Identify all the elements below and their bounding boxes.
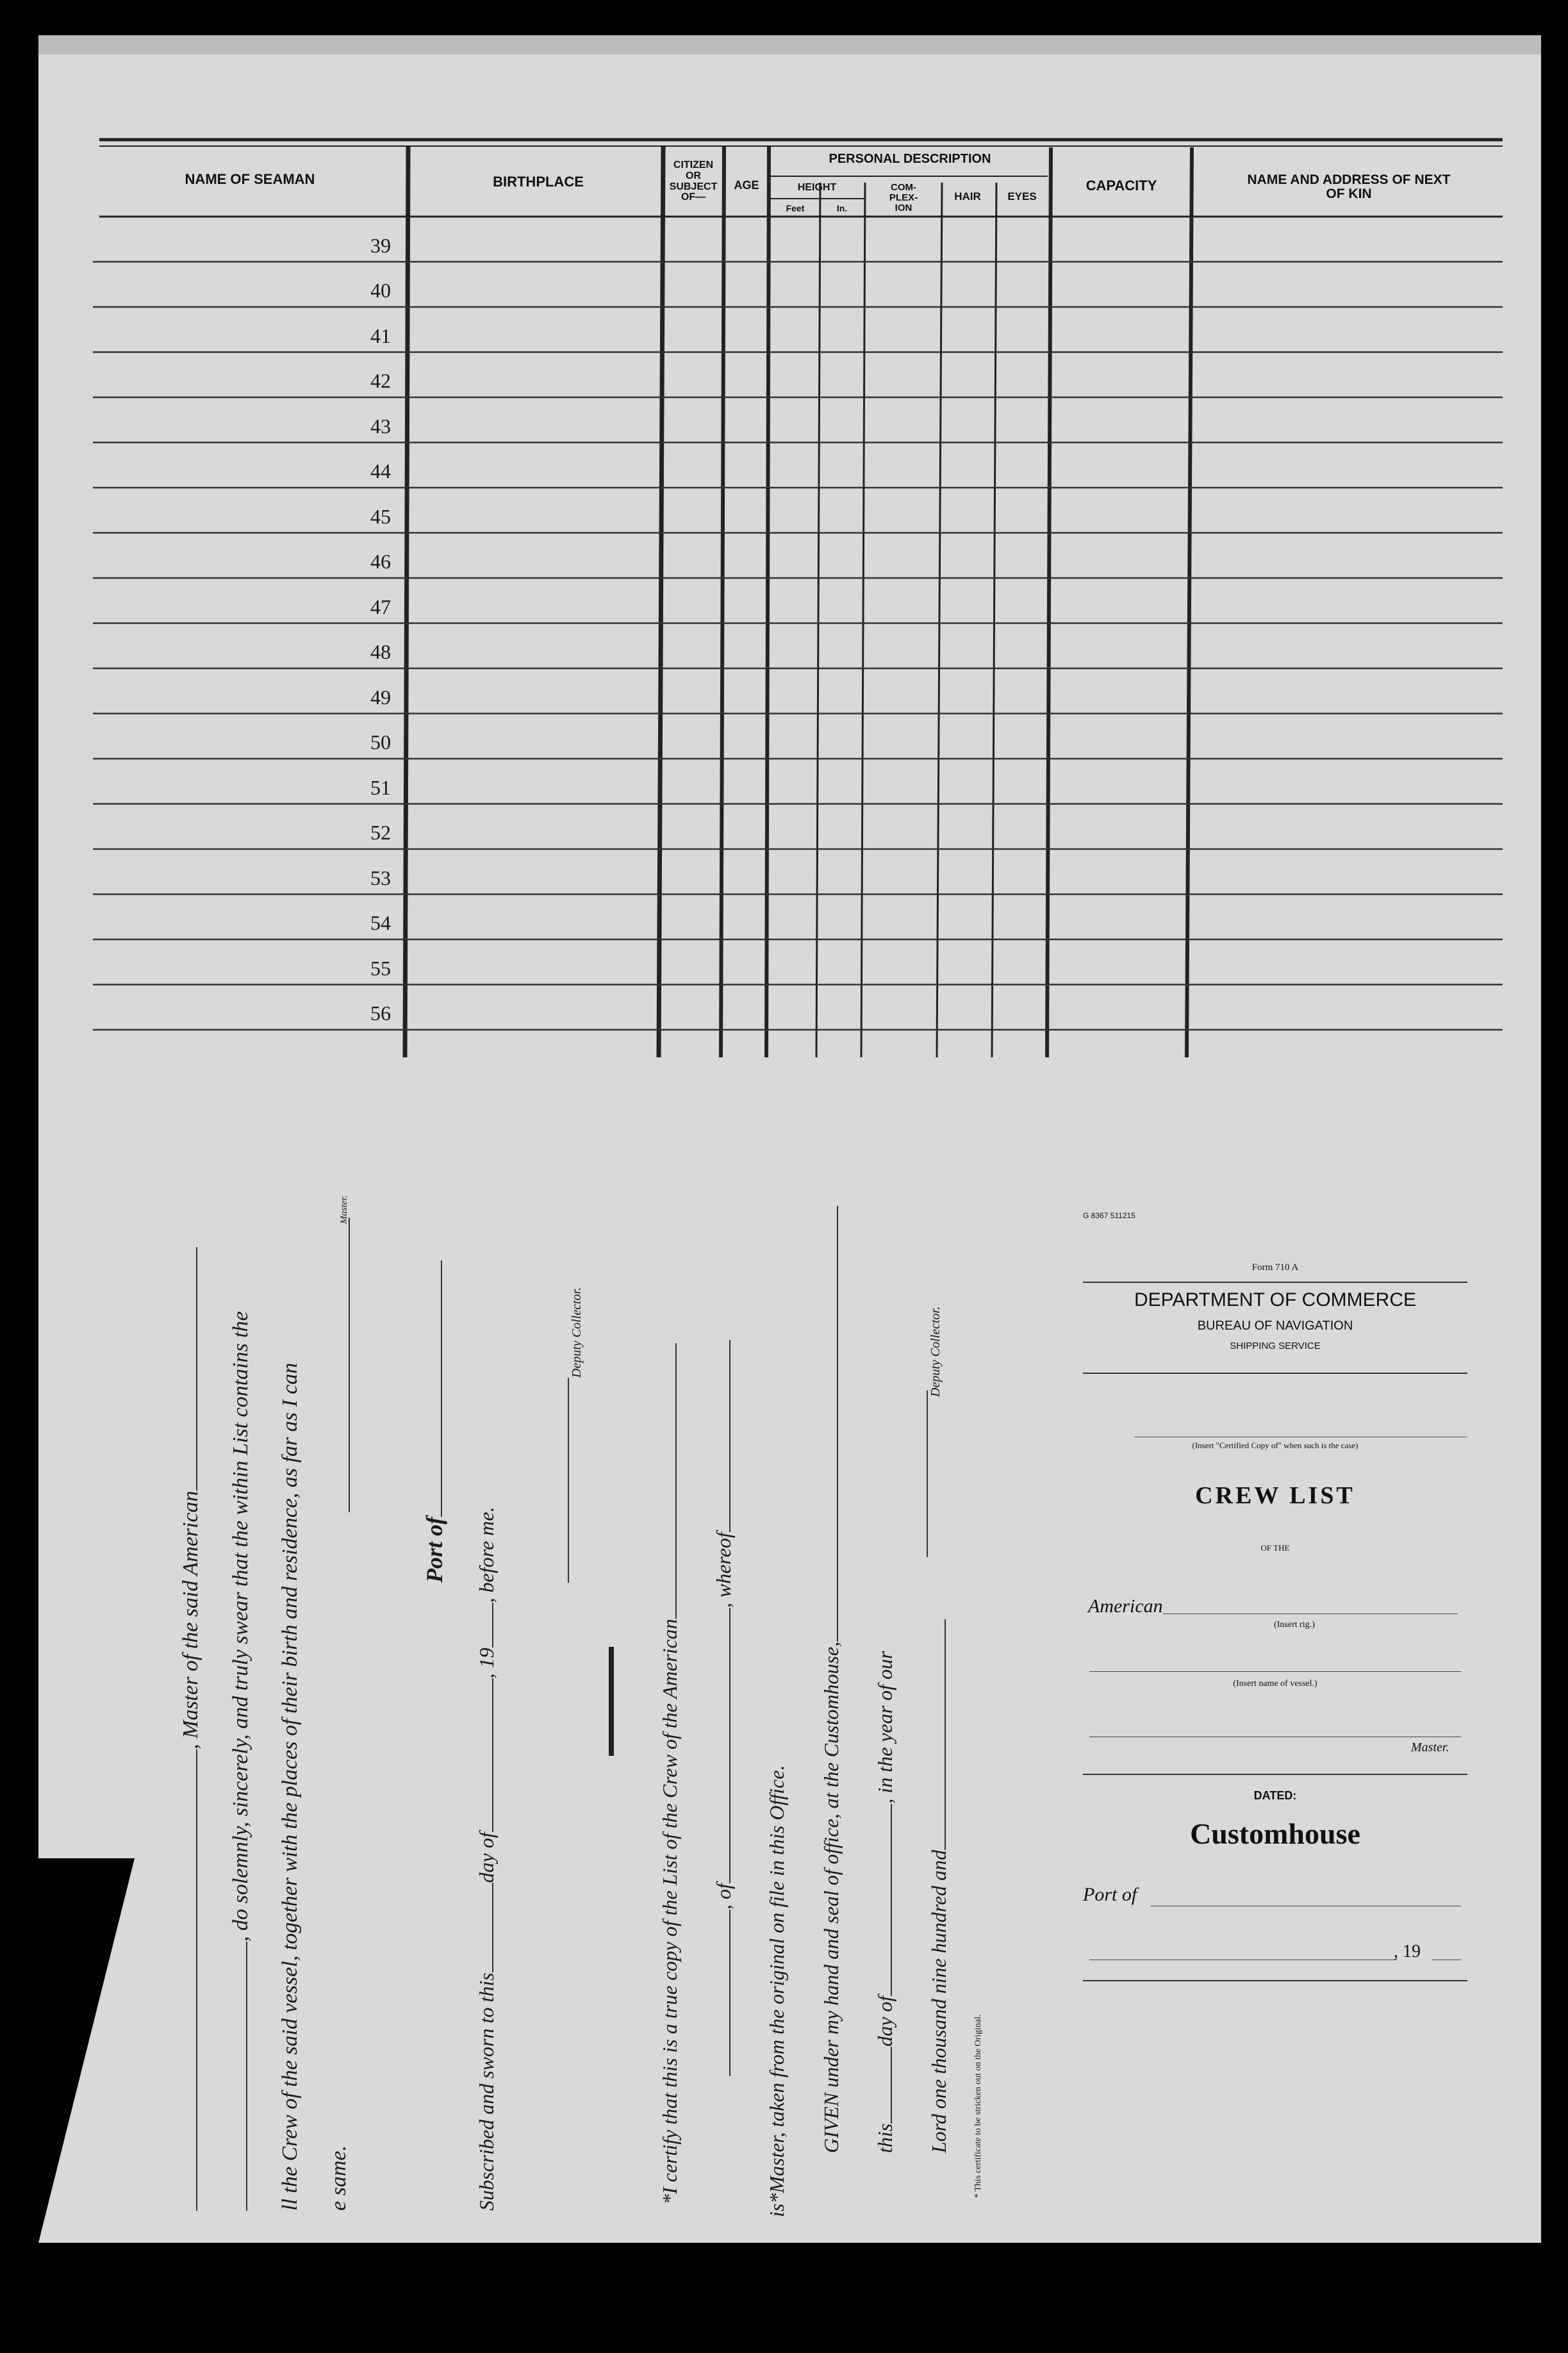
table-row-number: 56 — [370, 1002, 391, 1025]
divider-bar — [609, 1647, 614, 1756]
port-of-label: Port of — [1083, 1884, 1137, 1905]
american-label: American — [1088, 1596, 1163, 1617]
rule-above-dated — [1083, 1774, 1467, 1775]
vessel-name-line — [1089, 1671, 1461, 1672]
deputy-collector-label-1: Deputy Collector. — [570, 1287, 584, 1378]
table-row-number: 41 — [370, 324, 391, 347]
table-row-number: 44 — [370, 459, 391, 483]
table-row-number: 39 — [370, 233, 391, 257]
table-row-number: 55 — [370, 956, 391, 980]
table-row-number: 46 — [370, 550, 391, 573]
department-title: DEPARTMENT OF COMMERCE — [1134, 1289, 1417, 1310]
master-label: Master. — [1411, 1740, 1449, 1754]
port-of-label: Port of — [423, 1260, 446, 1583]
insert-rig-note: (Insert rig.) — [1274, 1620, 1315, 1630]
oath-line-1: , Master of the said American — [179, 1247, 202, 2211]
table-row-number: 45 — [370, 504, 391, 528]
service-title: SHIPPING SERVICE — [1230, 1341, 1321, 1351]
certify-line: *I certify that this is a true copy of the List of the Crew of the American — [659, 1343, 680, 2204]
of-whereof-line: , of, whereof — [713, 1340, 734, 2076]
certificate-block — [160, 1160, 993, 2224]
header-hair: HAIR — [954, 190, 981, 202]
subscribed-line: Subscribed and sworn to thisday of, 19, before me. — [475, 1507, 498, 2211]
oath-line-2: , do solemnly, sincerely, and truly swear that the within List contains the — [229, 1311, 252, 2211]
rule-under-service — [1083, 1373, 1467, 1374]
year-label: , 19 — [1394, 1942, 1421, 1961]
oath-line-4: e same. — [327, 2145, 351, 2211]
table-row-number: 53 — [370, 866, 391, 889]
header-citizen: CITIZEN OR SUBJECT OF— — [669, 160, 718, 203]
insert-certified-note: (Insert "Certified Copy of" when such is the case) — [1192, 1441, 1358, 1450]
this-day-line: thisday of, in the year of our — [873, 1651, 896, 2153]
oath-line-3: ll the Crew of the said vessel, together with the places of their birth and residence, as far as I can — [278, 1362, 302, 2211]
lord-line: Lord one thousand nine hundred and — [928, 1619, 949, 2153]
table-row-number: 51 — [370, 775, 391, 799]
deputy-collector-line-2 — [910, 1391, 932, 1557]
header-feet: Feet — [786, 203, 805, 213]
header-capacity: CAPACITY — [1085, 178, 1157, 194]
table-row-number: 54 — [370, 911, 391, 934]
table-row-number: 40 — [370, 279, 391, 302]
crew-list-title: CREW LIST — [1195, 1482, 1355, 1509]
header-next-of-kin: NAME AND ADDRESS OF NEXT OF KIN — [1247, 172, 1451, 202]
table-row-number: 49 — [370, 685, 391, 709]
deputy-collector-label-2: Deputy Collector. — [928, 1306, 943, 1397]
header-complexion: COM- PLEX- ION — [889, 182, 918, 213]
form-number: Form 710 A — [1251, 1262, 1299, 1273]
of-the-label: OF THE — [1260, 1543, 1290, 1553]
table-row-number: 52 — [370, 821, 391, 844]
header-name-of-seaman: NAME OF SEAMAN — [185, 171, 315, 187]
print-code: G 8367 511215 — [1083, 1211, 1135, 1220]
dated-label: DATED: — [1253, 1789, 1297, 1802]
top-rule — [1083, 1282, 1467, 1283]
table-row-number: 48 — [370, 640, 391, 663]
table-row-number: 42 — [370, 369, 391, 392]
bottom-rule — [1083, 1980, 1467, 1981]
footnote: * This certificate to be stricken out on the Original. — [973, 2014, 983, 2198]
header-inches: In. — [836, 203, 848, 213]
header-personal-description: PERSONAL DESCRIPTION — [829, 152, 991, 166]
header-height: HEIGHT — [797, 182, 837, 193]
given-line: GIVEN under my hand and seal of office, at the Customhouse, — [820, 1206, 841, 2153]
table-row-number: 47 — [370, 595, 391, 618]
insert-name-note: (Insert name of vessel.) — [1233, 1679, 1317, 1688]
header-age: AGE — [734, 179, 759, 192]
customhouse-title: Customhouse — [1190, 1817, 1360, 1850]
table-row-number: 43 — [370, 414, 391, 438]
table-row-number: 50 — [370, 731, 391, 754]
header-birthplace: BIRTHPLACE — [493, 174, 584, 190]
is-master-line: is*Master, taken from the original on file in this Office. — [765, 1765, 788, 2217]
master-signature-label: Master. — [339, 1195, 349, 1224]
master-signature-line — [332, 1218, 354, 1512]
header-eyes: EYES — [1007, 190, 1037, 202]
deputy-collector-line-1 — [551, 1378, 574, 1583]
bureau-title: BUREAU OF NAVIGATION — [1197, 1319, 1353, 1333]
torn-corner — [38, 1858, 135, 2243]
